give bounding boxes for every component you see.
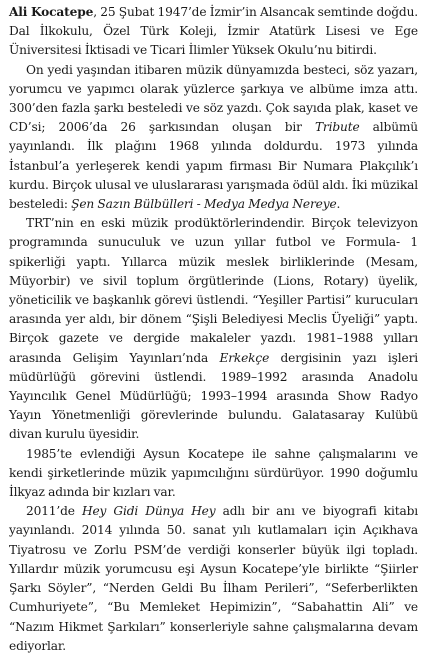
paragraph-2	[9, 61, 418, 215]
paragraph-1-text: , 25 Şubat 1947’de İzmir’in Alsancak semtinde doğdu. Dal İlkokulu, Özel Türk Koleji, İzmir Atatürk Lisesi ve Ege Üniversitesi İktisadi ve Ticari İlimler Yüksek Okulu’nu bitirdi.	[9, 5, 419, 58]
author-name: Ali Kocatepe	[9, 5, 94, 19]
album-title: Tribute	[314, 120, 360, 135]
paragraph-2-text-c: albümü yayınlandı. İlk plağını 1968 yılında doldurdu. 1973 yılında İstanbul’a yerleşerek kendi yapım firması Bir Numara Plakçılık’ı kurdu. Birçok ulusal ve uluslararası yarışmada ödül aldı. İki müzikal besteledi:	[9, 120, 418, 212]
paragraph-5-text-a: 2011’de	[26, 504, 82, 519]
paragraph-3-text-c: dergisinin yazı işleri müdürlüğü görevini üstlendi. 1989–1992 arasında Anadolu Yayıncılık Genel Müdürlüğü; 1993–1994 arasında Show Radyo Yayın Yönetmenliği görevlerinde bulundu. Galatasaray Kulübü divan kurulu üyesidir.	[9, 350, 418, 442]
book-title: Hey Gidi Dünya Hey	[81, 504, 216, 519]
magazine-title: Erkekçe	[219, 350, 270, 365]
paragraph-4: 1985’te evlendiği Aysun Kocatepe ile sahne çalışmalarını ve kendi şirketlerinde müzik yapımcılığını sürdürüyor. 1990 doğumlu İlkyaz adında bir kızları var.	[9, 446, 418, 500]
paragraph-5-text-c: adlı bir anı ve biyografi kitabı yayınlandı. 2014 yılında 50. sanat yılı kutlamaları için Açıkhava Tiyatrosu ve Zorlu PSM’de verdiği konserler büyük ilgi topladı. Yıllardır müzik yorumcusu eşi Aysun Kocatepe’yle birlikte “Şiirler Şarkı Söyler”, “Nerden Geldi Bu İlham Perileri”, “Seferberlikten Cumhuriyete”, “Bu Memleket Hepimizin”, “Sabahattin Ali” ve “Nazım Hikmet Şarkıları” konserleriyle sahne çalışmalarına devam ediyorlar.	[9, 504, 419, 653]
paragraph-1	[9, 3, 418, 61]
paragraph-5	[9, 502, 418, 656]
musical-titles: Şen Sazın Bülbülleri - Medya Medya Nereye	[71, 197, 337, 212]
paragraph-2-text-e: .	[336, 197, 341, 212]
paragraph-3-text-a: TRT’nin en eski müzik prodüktörlerindendir. Birçok televizyon programında sunuculuk ve uzun yıllar futbol ve Formula- 1 spikerliği yaptı. Yıllarca müzik meslek birliklerinde (Mesam, Müyorbir) ve sivil toplum örgütlerinde (Lions, Rotary) üyelik, yöneticilik ve başkanlık görevi üstlendi. “Yeşiller Partisi” kurucuları arasında yer aldı, bir dönem “Şişli Belediyesi Meclis Üyeliği” yaptı. Birçok gazete ve dergide makaleler yazdı. 1981–1988 yılları arasında Gelişim Yayınları’nda	[9, 216, 418, 365]
paragraph-2-text-a: On yedi yaşından itibaren müzik dünyamızda besteci, söz yazarı, yorumcu ve yapımcı olarak yüzlerce şarkıya ve albüme imza attı. 300’den fazla şarkı besteledi ve söz yazdı. Çok sayıda plak, kaset ve CD’si; 2006’da 26 şarkısından oluşan bir	[9, 62, 418, 135]
paragraph-3	[9, 214, 418, 444]
